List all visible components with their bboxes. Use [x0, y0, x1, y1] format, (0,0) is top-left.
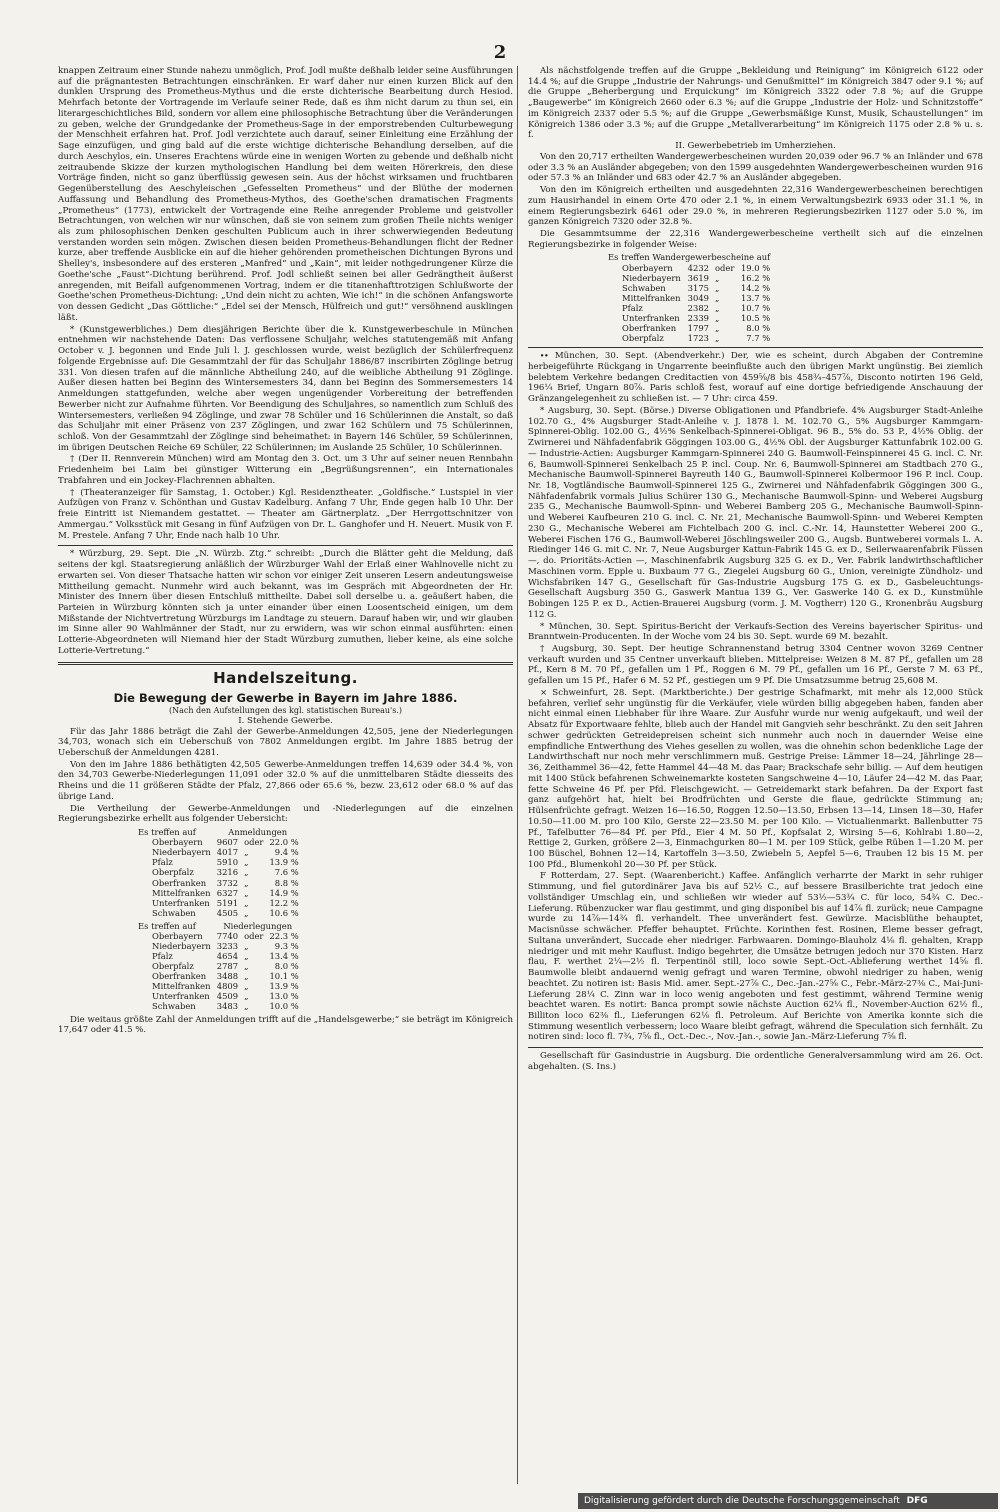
table-row [608, 293, 776, 303]
cell-sep: „ [244, 847, 249, 858]
cell-num: 1723 [687, 333, 709, 344]
cell-pct: 22.0 % [269, 837, 299, 848]
cell-sep: oder [244, 837, 264, 848]
subsection-heading: II. Gewerbebetrieb im Umherziehen. [675, 141, 836, 152]
cell-pct: 10.6 % [269, 907, 299, 918]
table-lead: Es treffen auf [138, 920, 196, 931]
table-header: Niederlegungen [223, 920, 293, 931]
table-row [138, 888, 305, 898]
cell-pct: 7.6 % [274, 867, 299, 878]
table-row [138, 908, 305, 918]
right-column [528, 66, 983, 1073]
cell-pct: 9.4 % [274, 847, 299, 858]
table-lead: Es treffen auf [138, 827, 196, 838]
article-source: (Nach den Aufstellungen des kgl. statistischen Bureau's.) [168, 705, 403, 715]
article-paragraph: Die weitaus größte Zahl der Anmeldungen trifft auf die „Handelsgewerbe;“ sie beträgt im Königreich 17,647 oder 41.5 %. [58, 1014, 513, 1036]
cell-sep: „ [244, 897, 249, 908]
cell-pct: 10.5 % [740, 312, 771, 323]
cell-sep: „ [715, 302, 720, 313]
registrations-table [138, 827, 305, 918]
cell-num: 4505 [216, 907, 239, 918]
table-row [608, 263, 776, 273]
table-row [138, 898, 305, 908]
cell-num: 3619 [687, 272, 709, 283]
article-paragraph: Von den 20,717 ertheilten Wandergewerbescheinen wurden 20,039 oder 96.7 % an Inländer und 678 oder 3.3 % an Ausländer abgegeben; von den 1599 ausgedehnten Wandergewerbescheinen wurden 916 oder 57.3 % an Inländer und 683 oder 42.7 % an Ausländer abgegeben. [528, 151, 983, 184]
cell-num: 3216 [216, 867, 239, 878]
cell-pct: 16.2 % [740, 272, 771, 283]
cell-region: Oberpfalz [622, 333, 664, 344]
cell-sep: „ [244, 877, 249, 888]
cell-sep: „ [244, 981, 249, 992]
article-paragraph: knappen Zeitraum einer Stunde nahezu unmöglich, Prof. Jodl mußte deßhalb leider seine Ausführungen auf die prägnantesten Betrachtungen einschränken. Er warf daher nur einen kurzen Blick auf den dunklen Ursprung des Prometheus-Mythus und die erste dichterische Bearbeitung durch Hesiod. Mehrfach betonte der Vortragende im Verlaufe seiner Rede, daß es ihm nicht darum zu thun sei, ein literargeschichtliches Bild, sondern vor allem eine philosophische Betrachtung über die Veränderungen zu geben, welche der Grundgedanke der Prometheus-Sage in der emporstrebenden Culturbewegung der Menschheit erfahren hat. Prof. Jodl verzichtete auch darauf, seiner Einleitung eine Erzählung der Sage einzufügen, und ging bald auf die erste wichtige dichterische Behandlung derselben, auf die durch Aeschylos, ein. Unseres Erachtens würde eine in wenigen Worten zu gebende und deßhalb nicht zeitraubende Skizze der kurzen mythologischen Handlung bei dem weiten Hörerkreis, den diese Vorträge finden, nicht so ganz überflüssig gewesen sein. Aus der höchst wirksamen und fruchtbaren Gegenüberstellung des Aeschyleischen „Gefesselten Prometheus“ und der Blüthe der modernen Auffassung und Behandlung des Prometheus-Mythos, des Goethe'schen dramatischen Fragments „Prometheus“ (1773), entwickelt der Vortragende eine Reihe anregender Probleme und geistvoller Betrachtungen, von welchen wir nur wünschen, daß sie von seinem zum großen Theile nichts weniger als zum philosophischen Denken geschulten Publicum auch in ihrer schwerwiegenden Bedeutung verstanden worden sein mögen. Zwischen diesen beiden Prometheus-Behandlungen flicht der Redner kurze, aber treffende Ausblicke ein auf die hieher gehörenden prometheischen Dichtungen Byrons und Shelley's, insbesondere auf des ersteren „Manfred“ und „Kain“, mit leider nothgedrungener Kürze die Goethe'sche „Faust“-Dichtung berührend. Prof. Jodl schließt seinen bei aller Gedrängtheit äußerst anregenden, mit Beifall aufgenommenen Vortrag, indem er die titanenhafttrotzigen Schlußworte der Goethe'schen Prometheus-Dichtung: „Und dein nicht zu achten, Wie ich!“ in die schönen Anfangsworte von dessen Gedicht „Das Göttliche:“ „Edel sei der Mensch, Hülfreich und gut!“ versöhnend ausklingen läßt. [58, 66, 513, 323]
table-row [138, 857, 305, 867]
digitization-footer [578, 1493, 998, 1509]
cell-num: 3483 [216, 1001, 239, 1012]
cell-num: 7740 [216, 930, 239, 941]
cell-pct: 8.0 % [274, 961, 299, 972]
footer-text: Digitalisierung gefördert durch die Deutsche Forschungsgemeinschaft [584, 1496, 900, 1506]
cell-region: Oberbayern [622, 262, 673, 273]
divider [528, 1047, 983, 1048]
cell-num: 4509 [216, 991, 239, 1002]
cell-region: Niederbayern [622, 272, 681, 283]
market-report: ∙∙ München, 30. Sept. (Abendverkehr.) Der, wie es scheint, durch Abgaben der Contremine herbeigeführte Rückgang in Ungarrente beeinflußte auch den übrigen Markt ungünstig. Bei ziemlich belebtem Verkehre bedangen Creditactien von 459⅝/8 bis 458¾–457⅞, Disconto notirten 196 Geld, 196¼ Brief, Ungarn 80⅞. Paris schloß fest, worauf auf eine dortige befriedigende Anschauung der Gränzangelegenheit zu schließen ist. — 7 Uhr: circa 459. [528, 351, 983, 405]
cell-pct: 10.1 % [269, 971, 299, 982]
article-paragraph: Die Vertheilung der Gewerbe-Anmeldungen und -Niederlegungen auf die einzelnen Regierungsbezirke erhellt aus folgender Uebersicht: [58, 803, 513, 825]
cell-region: Pfalz [152, 951, 173, 962]
table-row [138, 991, 305, 1001]
market-report: F Rotterdam, 27. Sept. (Waarenbericht.) Kaffee. Anfänglich verharrte der Markt in sehr ruhiger Stimmung, und fiel gutordinärer Java bis auf 52½ C., auf bessere Brasilberichte trat jedoch eine vollständiger Umschlag ein, und schließen wir wieder auf 53½—53¾ C. für loco, 54¾ C. Dec.-Lieferung. Rübenzucker war flau gestimmt, und ging disponibel bis auf 14⅞ fl. zurück; neue Campagne wurde zu 14⅞—14¾ fl. verhandelt. Thee unverändert fest. Gewürze. Macisblüthe behauptet, Macisnüsse schwächer. Pfeffer behauptet. Früchte. Korinthen fest. Rosinen, Eleme besser gefragt, Sultana unverändert, Succade eher niedriger. Farbwaaren. Domingo-Blauholz 4⅛ fl. gehalten, Krapp niedriger und mit mehr Kauflust. Indigo begehrter, die Umsätze betrugen jedoch nur 370 Kisten. Harz flau, F. werthet 2¼—2½ fl. Terpentinöl still, loco sowie Sept.-Oct.-Ablieferung werthet 14⅝ fl. Baumwolle bleibt andauernd wenig gefragt und waren Termine, obwohl niedriger zu haben, wenig beachtet. Zu notiren ist: Basis Mid. amer. Sept.-27⅞ C., Dec.-Jan.-27⅝ C., Febr.-März-27⅜ C., Mai-Juni-Lieferung 28¼ C. Zinn war in loco wenig angeboten und fest gestimmt, während Termine wenig beachtet waren. Es notirt: Banca prompt sowie nächste Auction 62¼ fl., November-Auction 62½ fl., Billiton loco 62⅜ fl., Lieferungen 62⅛ fl. Petroleum. Auf Berichte von Amerika konnte sich die Stimmung wesentlich verbessern; loco Waare bleibt gefragt, während die Speculation sich fernhält. Zu notiren sind: loco fl. 7¾, 7⅝ fl., Oct.-Dec.-, Nov.-Jan.-, sowie Jan.-März-Lieferung 7⅝ fl. [528, 871, 983, 1043]
cell-region: Schwaben [152, 1001, 196, 1012]
column-rule [517, 66, 518, 1484]
table-row [138, 847, 305, 857]
article-paragraph: Von den im Jahre 1886 bethätigten 42,505 Gewerbe-Anmeldungen treffen 14,639 oder 34.4 %, von den 34,703 Gewerbe-Niederlegungen 11,091 oder 32.0 % auf die unmittelbaren Städte diesseits des Rheins und die 11 größeren Städte der Pfalz, 27,866 oder 65.6 %, bezw. 23,612 oder 68.0 % auf das übrige Land. [58, 759, 513, 802]
cell-pct: 13.7 % [740, 292, 771, 303]
cell-num: 3488 [216, 971, 239, 982]
cell-region: Pfalz [622, 302, 643, 313]
cell-num: 6327 [216, 887, 239, 898]
table-row [138, 961, 305, 971]
table-row [138, 981, 305, 991]
cell-region: Oberfranken [622, 323, 677, 334]
cell-num: 4017 [216, 847, 239, 858]
cell-sep: „ [244, 940, 249, 951]
cell-num: 2382 [687, 302, 709, 313]
article-paragraph: * Würzburg, 29. Sept. Die „N. Würzb. Ztg.“ schreibt: „Durch die Blätter geht die Meldung, daß seitens der kgl. Staatsregierung anläßlich der Würzburger Wahl der Erlaß einer Wahlnovelle nicht zu erwarten sei. Von dieser Thatsache hatten wir schon vor einiger Zeit unseren Lesern andeutungsweise Mittheilung gemacht. Nunmehr wird auch bekannt, was im Gespräch mit Abgeordneten der Hr. Minister des Innern über diesen Entschluß mittheilte. Dabei soll derselbe u. a. geäußert haben, die Parteien in Würzburg könnten sich ja unter einander über einen Loosentscheid einigen, um dem Mißstande der Nichtvertretung Würzburgs im Landtage zu steuern. Darauf haben wir, und wir glauben im Sinne aller 90 Wahlmänner der Stadt, nur zu erwidern, was wir schon einmal ausführten: einen Lotterie-Abgeordneten will Niemand hier der Stadt Würzburg zumuthen, lieber keine, als eine solche Lotterie-Vertretung.“ [58, 549, 513, 656]
article-title: Die Bewegung der Gewerbe in Bayern im Jahre 1886. [113, 691, 458, 706]
cell-pct: 9.3 % [274, 940, 299, 951]
cell-sep: „ [244, 971, 249, 982]
cell-region: Unterfranken [152, 897, 210, 908]
cell-num: 9607 [216, 837, 239, 848]
table-row [138, 878, 305, 888]
cell-region: Oberpfalz [152, 867, 194, 878]
cell-region: Mittelfranken [152, 887, 211, 898]
cell-num: 5910 [216, 857, 239, 868]
cell-num: 4809 [216, 981, 239, 992]
cell-num: 2787 [216, 961, 239, 972]
cell-region: Oberpfalz [152, 961, 194, 972]
market-report: † Augsburg, 30. Sept. Der heutige Schrannenstand betrug 3304 Centner wovon 3269 Centner verkauft wurden und 35 Centner unverkauft blieben. Mittelpreise: Weizen 8 M. 87 Pf., gefallen um 28 Pf., Kern 8 M. 70 Pf., gefallen um 1 Pf., Roggen 6 M. 79 Pf., gefallen um 16 Pf., Gerste 7 M. 63 Pf., gefallen um 15 Pf., Hafer 6 M. 52 Pf., gestiegen um 9 Pf. Die Umsatzsumme betrug 25,608 M. [528, 644, 983, 687]
article-paragraph: Von den im Königreich ertheilten und ausgedehnten 22,316 Wandergewerbescheinen berechtigen zum Hausirhandel in einem Orte 470 oder 2.1 %, in einem Verwaltungsbezirk 6933 oder 31.1 %, in einem Regierungsbezirk 6461 oder 29.0 %, in mehreren Regierungsbezirken 1127 oder 5.0 %, im ganzen Königreich 7320 oder 32.8 %. [528, 185, 983, 228]
cell-region: Niederbayern [152, 940, 211, 951]
cell-sep: „ [715, 292, 720, 303]
table-row [138, 867, 305, 877]
cell-region: Oberfranken [152, 877, 207, 888]
deregistrations-table [138, 921, 305, 1012]
cell-pct: 14.9 % [269, 887, 299, 898]
table-row [608, 313, 776, 323]
cell-sep: „ [244, 857, 249, 868]
table-row [608, 303, 776, 313]
subsection-heading: I. Stehende Gewerbe. [238, 715, 333, 726]
article-paragraph: Als nächstfolgende treffen auf die Gruppe „Bekleidung und Reinigung“ im Königreich 6122 oder 14.4 %; auf die Gruppe „Industrie der Nahrungs- und Genußmittel“ im Königreich 3847 oder 9.1 %; auf die Gruppe „Beherbergung und Erquickung“ im Königreich 3322 oder 7.8 %; auf die Gruppe „Baugewerbe“ im Königreich 2660 oder 6.3 %; auf die Gruppe „Industrie der Holz- und Schnitzstoffe“ im Königreich 2337 oder 5.5 %; auf die Gruppe „Gewerbsmäßige Kunst, Musik, Schaustellungen“ im Königreich 1386 oder 3.3 %; auf die Gruppe „Metallverarbeitung“ im Königreich 1175 oder 2.8 % u. s. f. [528, 66, 983, 141]
cell-num: 3732 [216, 877, 239, 888]
table-row [608, 283, 776, 293]
cell-pct: 22.3 % [269, 930, 299, 941]
table-row [138, 971, 305, 981]
cell-region: Schwaben [152, 907, 196, 918]
dfg-logo: DFG [906, 1496, 928, 1506]
cell-sep: „ [715, 272, 720, 283]
cell-num: 3049 [687, 292, 709, 303]
cell-sep: „ [244, 907, 249, 918]
article-paragraph: Die Gesammtsumme der 22,316 Wandergewerbescheine vertheilt sich auf die einzelnen Regierungsbezirke in folgender Weise: [528, 229, 983, 250]
cell-region: Mittelfranken [622, 292, 681, 303]
cell-sep: „ [244, 951, 249, 962]
market-report: * Augsburg, 30. Sept. (Börse.) Diverse Obligationen und Pfandbriefe. 4% Augsburger Stadt-Anleihe 102.70 G., 4% Augsburger Stadt-Anleihe v. J. 1878 l. M. 102.70 G., 5% Augsburger Kammgarn-Spinnerei-Oblig. 102.00 G., 4½% Senkelbach-Spinnerei-Obligat. 96 B., 5% do. 53 P., 4½% Oblig. der Zwirnerei und Nähfadenfabrik Göggingen 103.00 G., 4½% Obl. der Augsburger Kattunfabrik 102.00 G. — Industrie-Actien: Augsburger Kammgarn-Spinnerei 240 G. Baumwoll-Feinspinnerei 45 G. incl. C. Nr. 6, Baumwoll-Spinnerei Senkelbach 25 P. incl. Coup. Nr. 6, Baumwoll-Spinnerei am Stadtbach 270 G., Mechanische Baumwoll-Spinnerei Bayreuth 140 G., Baumwoll-Spinnerei Kolbermoor 196 P. incl. Coup. Nr. 18, Vogtländische Baumwoll-Spinnerei 125 G., Zwirnerei und Nähfadenfabrik Göggingen 300 G., Nähfadenfabrik vormals Julius Schürer 130 G., Mechanische Baumwoll-Spinn- und Weberei Augsburg 235 G., Mechanische Baumwoll-Spinn- und Weberei Bamberg 205 G., Mechanische Baumwoll-Spinn- und Weberei Kaufbeuren 210 G. incl. C. Nr. 21, Mechanische Baumwoll-Spinn- und Weberei Kempten 230 G., Mechanische Weberei am Fichtelbach 200 G. incl. C.-Nr. 14, Haunstetter Weberei 200 G., Weberei Fischen 176 G., Baumwoll-Weberei Jöschlingsweiler 200 G., Augsb. Buntweberei vormals L. A. Riedinger 146 G. mit C. Nr. 7, Neue Augsburger Kattun-Fabrik 145 G. ex D., Seilerwaarenfabrik Füssen —, do. Prioritäts-Actien —, Maschinenfabrik Augsburg 325 G. ex D., Ver. Fabrik landwirthschaftlicher Maschinen vorm. Epple u. Buxbaum 77 G., Ziegelei Augsburg 60 G., Union, vereinigte Zündholz- und Wichsfabriken 147 G., Gesellschaft für Gas-Industrie Augsburg 175 G. ex D., Gasbeleuchtungs-Gesellschaft Augsburg 350 G., Gaswerk Mantua 139 G., Ver. Gaswerke 140 G. ex D., Kunstmühle Bobingen 125 P. ex D., Actien-Brauerei Augsburg (vorm. J. M. Vogtherr) 120 G., Kronenbräu Augsburg 112 G. [528, 405, 983, 620]
cell-num: 3233 [216, 940, 239, 951]
table-row [138, 1001, 305, 1011]
table-body [138, 931, 305, 1012]
table-body [608, 263, 776, 344]
cell-num: 4654 [216, 951, 239, 962]
article-paragraph: † (Der II. Rennverein München) wird am Montag den 3. Oct. um 3 Uhr auf seiner neuen Rennbahn Friedenheim bei Laim bei günstiger Witterung ein „Begrüßungsrennen“, ein Internationales Trabfahren und ein Jockey-Flachrennen abhalten. [58, 454, 513, 486]
cell-sep: „ [244, 887, 249, 898]
cell-sep: oder [715, 262, 735, 273]
section-title: Handelszeitung. [213, 668, 358, 687]
cell-pct: 13.9 % [269, 981, 299, 992]
cell-sep: „ [715, 282, 720, 293]
divider [528, 347, 983, 348]
article-paragraph: * (Kunstgewerbliches.) Dem diesjährigen Berichte über die k. Kunstgewerbeschule in München entnehmen wir nachstehende Daten: Das verflossene Schuljahr, welches statutengemäß mit Anfang October v. J. begonnen und Ende Juli l. J. geschlossen wurde, weist bezüglich der Schülerfrequenz folgende Ergebnisse auf: Die Gesammtzahl der für das Schuljahr 1886/87 inscribirten Zöglinge betrug 331. Von diesen trafen auf die männliche Abtheilung 240, auf die weibliche Abtheilung 91 Zöglinge. Außer diesen hatten bei Beginn des Wintersemesters 34, dann bei Beginn des Sommersemesters 14 Anmeldungen stattgefunden, welche aber wegen ungenügender Vorbereitung der betreffenden Bewerber nicht zur Aufnahme führten. Vor Beendigung des Schuljahres, so namentlich zum Schluß des Wintersemesters, verließen 94 Zöglinge, und zwar 78 Schüler und 16 Schülerinnen die Anstalt, so daß das Schuljahr mit einer Präsenz von 237 Zöglingen, und zwar 162 Schülern und 75 Schülerinnen, schloß. Von der Gesammtzahl der Zöglinge sind beheimathet: in Bayern 146 Schüler, 59 Schülerinnen, im übrigen Deutschen Reiche 69 Schüler, 22 Schülerinnen; im Auslande 25 Schüler, 10 Schülerinnen. [58, 324, 513, 453]
table-row [138, 951, 305, 961]
table-row [138, 931, 305, 941]
cell-region: Unterfranken [622, 312, 680, 323]
cell-region: Oberfranken [152, 971, 207, 982]
cell-num: 5191 [216, 897, 239, 908]
table-row [138, 941, 305, 951]
article-paragraph: Für das Jahr 1886 beträgt die Zahl der Gewerbe-Anmeldungen 42,505, jene der Niederlegungen 34,703, wonach sich ein Ueberschuß von 7802 Anmeldungen ergibt. Im Jahre 1885 betrug der Ueberschuß der Anmeldungen 4281. [58, 726, 513, 758]
cell-sep: „ [244, 1001, 249, 1012]
cell-num: 3175 [687, 282, 709, 293]
cell-pct: 10.0 % [269, 1001, 299, 1012]
table-lead: Es treffen Wandergewerbescheine auf [608, 252, 771, 263]
cell-pct: 7.7 % [746, 333, 771, 344]
cell-num: 1797 [687, 323, 709, 334]
divider [58, 545, 513, 546]
article-paragraph: † (Theateranzeiger für Samstag, 1. October.) Kgl. Residenztheater. „Goldfische.“ Lustspiel in vier Aufzügen von Franz v. Schönthan und Gustav Kadelburg. Anfang 7 Uhr, Ende gegen halb 10 Uhr. Der freie Eintritt ist Niemandem gestattet. — Theater am Gärtnerplatz. „Der Herrgottschnitzer von Ammergau.“ Volksstück mit Gesang in fünf Aufzügen von Dr. L. Ganghofer und H. Neuert. Musik von F. M. Prestele. Anfang 7 Uhr, Ende nach halb 10 Uhr. [58, 487, 513, 541]
announcement: Gesellschaft für Gasindustrie in Augsburg. Die ordentliche Generalversammlung wird am 26. Oct. abgehalten. (S. Ins.) [528, 1051, 983, 1072]
table-body [138, 837, 305, 918]
cell-sep: oder [244, 930, 264, 941]
table-row [608, 333, 776, 343]
table-row [138, 837, 305, 847]
market-report: * München, 30. Sept. Spiritus-Bericht der Verkaufs-Section des Vereins bayerischer Spiritus- und Branntwein-Producenten. In der Woche vom 24 bis 30. Sept. wurde 69 M. bezahlt. [528, 621, 983, 643]
cell-region: Niederbayern [152, 847, 211, 858]
cell-pct: 8.0 % [746, 323, 771, 334]
cell-pct: 13.4 % [269, 951, 299, 962]
cell-pct: 13.9 % [269, 857, 299, 868]
table-row [608, 323, 776, 333]
cell-region: Unterfranken [152, 991, 210, 1002]
cell-sep: „ [244, 867, 249, 878]
cell-sep: „ [244, 961, 249, 972]
cell-pct: 13.0 % [269, 991, 299, 1002]
cell-pct: 10.7 % [740, 302, 771, 313]
page-number: 2 [493, 42, 507, 63]
cell-num: 4232 [687, 262, 709, 273]
cell-pct: 12.2 % [269, 897, 299, 908]
cell-region: Oberbayern [152, 930, 203, 941]
left-column [58, 66, 513, 1036]
cell-sep: „ [715, 333, 720, 344]
cell-region: Mittelfranken [152, 981, 211, 992]
cell-sep: „ [244, 991, 249, 1002]
cell-region: Schwaben [622, 282, 666, 293]
cell-pct: 19.0 % [740, 262, 771, 273]
cell-region: Pfalz [152, 857, 173, 868]
cell-pct: 8.8 % [274, 877, 299, 888]
table-row [608, 273, 776, 283]
cell-sep: „ [715, 312, 720, 323]
cell-region: Oberbayern [152, 837, 203, 848]
cell-sep: „ [715, 323, 720, 334]
cell-pct: 14.2 % [740, 282, 771, 293]
peddler-licenses-table [608, 252, 776, 343]
table-header: Anmeldungen [228, 827, 288, 838]
market-report: × Schweinfurt, 28. Sept. (Marktberichte.) Der gestrige Schafmarkt, mit mehr als 12,000 Stück befahren, verlief sehr ungünstig für die Verkäufer, viele würden billig abgegeben haben, fanden aber nicht einmal einen Liebhaber für ihre Waare. Zur Ausfuhr wurde nur wenig aufgekauft, und weil der Absatz für Exportwaare fehlte, blieb auch der Handel mit Gangvieh sehr beschränkt. Zu den seit Jahren schwer gedrückten Getreidepreisen scheint sich nunmehr auch noch in dauernder Weise eine empfindliche Entwerthung des Viehes gesellen zu wollen, was die ohnehin schon bedenkliche Lage der Landwirthschaft nur noch mehr verschlimmern muß. Gestrige Preise: Lämmer 18—24, Jährlinge 28—36, Zeithammel 36—42, fette Hammel 44—48 M. das Paar; Brackschafe sehr billig. — Auf dem heutigen mit 1400 Stück befahrenen Schweinemarkte kosteten Sangschweine 4—10, Läufer 24—42 M. das Paar, fette Schweine 46 Pf. per Pfd. Fleischgewicht. — Getreidemarkt stark befahren. Da der Export fast ganz aufgehört hat, hielt bei Brodfrüchten und Gerste die flaue, gedrückte Stimmung an; Hülsenfrüchte gefragt. Weizen 16—16.50, Roggen 12.50—13.50, Erbsen 13—14, Linsen 18—30, Hafer 10.50—11.00 M. pro 100 Kilo, Gerste 22—23.50 M. per 100 Kilo. — Victualienmarkt. Ballenbutter 75 Pf., Tafelbutter 76—84 Pf. per Pfd., Eier 4 M. 50 Pf., Kopfsalat 2, Wirsing 5—6, Kohlrabi 1.80—2, Rettige 2, Gurken, größere 2—3, Einmachgurken 80—1 M. per 109 Stück, gelbe Rüben 1—1.20 M. per 100 Büschel, Bohnen 12—14, Kartoffeln 3—3.50, Zwiebeln 5, Aepfel 5—6, Trauben 12 bis 15 M. per 100 Pfd., Blumenkohl 20—30 Pf. per Stück. [528, 687, 983, 870]
cell-num: 2339 [687, 312, 709, 323]
divider [58, 662, 513, 665]
